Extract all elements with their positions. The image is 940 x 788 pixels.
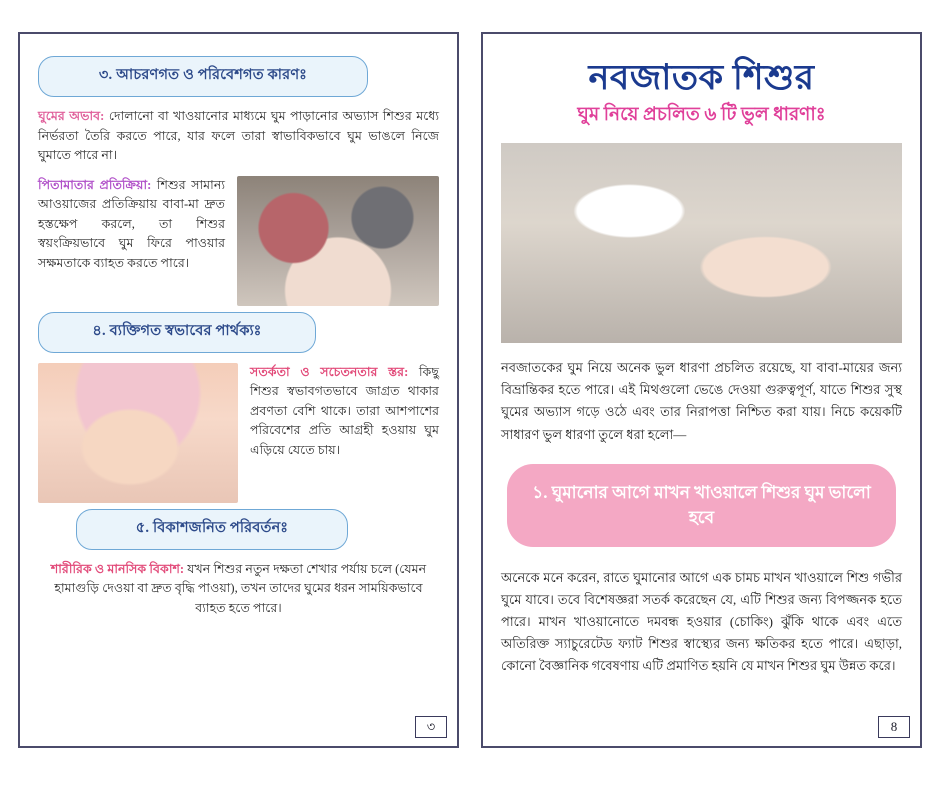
smiling-baby-with-towel-photo bbox=[38, 363, 238, 503]
paragraph-alertness bbox=[250, 363, 439, 461]
section-heading-developmental: ৫. বিকাশজনিত পরিবর্তনঃ bbox=[76, 509, 348, 550]
paragraph-text-parent-response: শিশুর সামান্য আওয়াজের প্রতিক্রিয়ায় বাবা-মা দ্রুত হস্তক্ষেপ করলে, তা শিশুর স্বয়ংক্রিয়ভাবে ঘুম ফিরে পাওয়ার সক্ষমতাকে ব্যাহত করতে পারে। bbox=[38, 177, 225, 270]
paragraph-lead-sleep-deprivation: ঘুমের অভাব: bbox=[38, 109, 105, 123]
right-page bbox=[481, 32, 922, 748]
media-row-parents bbox=[38, 176, 439, 306]
media-row-baby bbox=[38, 363, 439, 503]
intro-paragraph: নবজাতকের ঘুম নিয়ে অনেক ভুল ধারণা প্রচলিত রয়েছে, যা বাবা-মায়ের জন্য বিভ্রান্তিকর হতে পারে। এই মিথগুলো ভেঙে দেওয়া গুরুত্বপূর্ণ, যাতে শিশুর সুস্থ ঘুমের অভ্যাস গড়ে ওঠে এবং তার নিরাপত্তা নিশ্চিত করা যায়। নিচে কয়েকটি সাধারণ ভুল ধারণা তুলে ধরা হলো— bbox=[501, 360, 902, 442]
page-title: নবজাতক শিশুর bbox=[588, 58, 815, 97]
paragraph-sleep-deprivation bbox=[38, 107, 439, 166]
paragraph-text-alertness: কিছু শিশুর স্বভাবগতভাবে জাগ্রত থাকার প্রবণতা বেশি থাকে। তারা আশপাশের পরিবেশের প্রতি আগ্রহী হওয়ায় ঘুম এড়িয়ে যেতে চায়। bbox=[250, 364, 439, 457]
parents-arguing-child-covering-ears-photo bbox=[237, 176, 439, 306]
page-subtitle: ঘুম নিয়ে প্রচলিত ৬ টি ভুল ধারণাঃ bbox=[577, 105, 826, 126]
section-heading-behavioral: ৩. আচরণগত ও পরিবেশগত কারণঃ bbox=[38, 56, 368, 97]
paragraph-parent-response bbox=[38, 176, 225, 274]
text-column-alertness bbox=[250, 363, 439, 471]
myth-banner: ১. ঘুমানোর আগে মাখন খাওয়ালে শিশুর ঘুম ভালো হবে bbox=[507, 464, 896, 547]
page-number-right: 8 bbox=[878, 716, 910, 738]
sleeping-newborn-with-white-knit-hat-photo bbox=[501, 143, 902, 343]
section-heading-temperament: ৪. ব্যক্তিগত স্বভাবের পার্থক্যঃ bbox=[38, 312, 316, 353]
paragraph-lead-alertness: সতর্কতা ও সচেতনতার স্তর: bbox=[250, 364, 409, 379]
paragraph-lead-parent-response: পিতামাতার প্রতিক্রিয়া: bbox=[38, 177, 152, 192]
page-number-left: ৩ bbox=[415, 716, 447, 738]
paragraph-lead-development: শারীরিক ও মানসিক বিকাশ: bbox=[50, 561, 185, 576]
left-page bbox=[18, 32, 459, 748]
paragraph-text-development: যখন শিশুর নতুন দক্ষতা শেখার পর্যায় চলে (যেমন হামাগুড়ি দেওয়া বা দ্রুত বৃদ্ধি পাওয়া), তখন তাদের ঘুমের ধরন সাময়িকভাবে ব্যাহত হতে পারে। bbox=[54, 561, 427, 615]
myth-body-paragraph: অনেকে মনে করেন, রাতে ঘুমানোর আগে এক চামচ মাখন খাওয়ালে শিশু গভীর ঘুমে যাবে। তবে বিশেষজ্ঞরা সতর্ক করেছেন যে, এটি শিশুর জন্য বিপজ্জনক হতে পারে। মাখন খাওয়ানোতে দমবন্ধ হওয়ার (চোকিং) ঝুঁকি থাকে এবং এতে অতিরিক্ত স্যাচুরেটেড ফ্যাট শিশুর স্বাস্থ্যের জন্য ক্ষতিকর হতে পারে। এছাড়া, কোনো বৈজ্ঞানিক গবেষণায় এটি প্রমাণিত হয়নি যে মাখন শিশুর ঘুম উন্নত করে। bbox=[501, 569, 902, 673]
paragraph-text-sleep-deprivation: দোলানো বা খাওয়ানোর মাধ্যমে ঘুম পাড়ানোর অভ্যাস শিশুর মধ্যে নির্ভরতা তৈরি করতে পারে, যার ফলে তারা স্বাভাবিকভাবে ঘুম ভাঙলে নিজে ঘুমাতে পারে না। bbox=[38, 109, 439, 163]
paragraph-development bbox=[38, 560, 439, 619]
text-column-parent-response bbox=[38, 176, 225, 284]
